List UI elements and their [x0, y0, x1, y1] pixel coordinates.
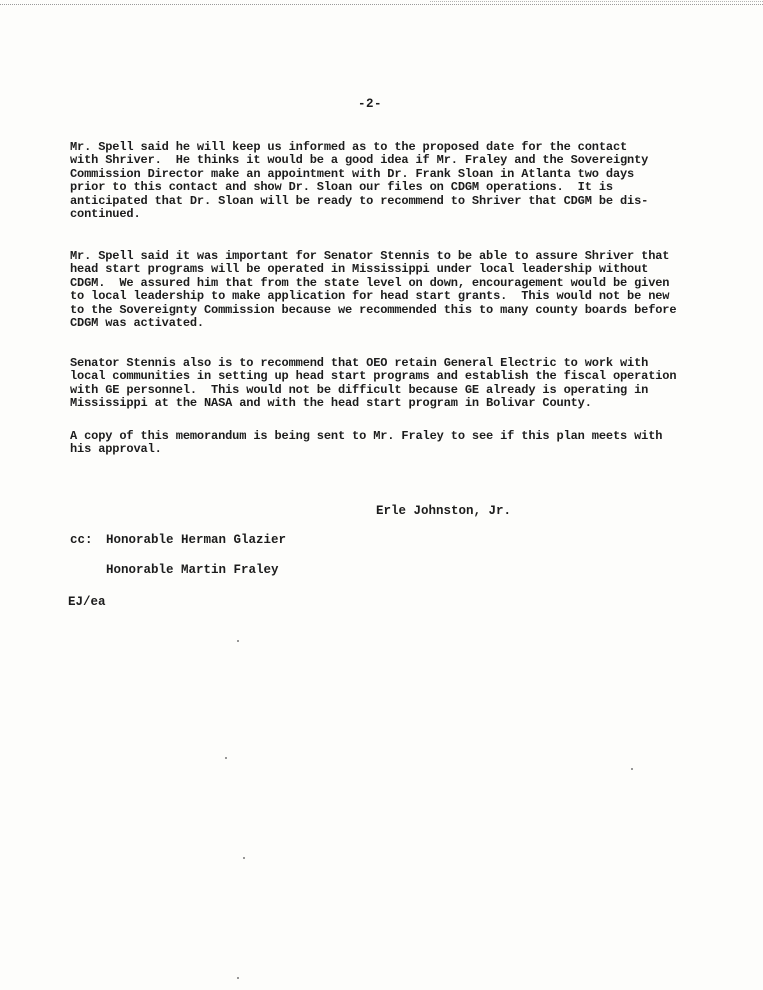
scan-speck [237, 640, 239, 642]
paragraph-general-electric: Senator Stennis also is to recommend that OEO retain General Electric to work with local communities in setting up head start programs and establish the fiscal operation with GE personnel. This would not be difficult because GE already is operating in Mississippi at the NASA and with the head start program in Bolivar County. [70, 356, 677, 411]
top-edge-rule [0, 4, 763, 5]
scan-speck [225, 757, 227, 759]
typist-initials: EJ/ea [68, 595, 106, 609]
cc-label: cc: [70, 533, 93, 547]
scan-speck [237, 977, 239, 979]
top-edge-rule-secondary [430, 1, 763, 2]
paragraph-local-leadership: Mr. Spell said it was important for Senator Stennis to be able to assure Shriver that head start programs will be operated in Mississippi under local leadership without CDGM. We assured him that from the state level on down, encouragement would be given to local leadership to make application for head start grants. This would not be new to the Sovereignty Commission because we recommended this to many county boards before CDGM was activated. [70, 249, 677, 331]
paragraph-memo-copy: A copy of this memorandum is being sent to Mr. Fraley to see if this plan meets with his approval. [70, 429, 663, 457]
paragraph-shriver-contact: Mr. Spell said he will keep us informed as to the proposed date for the contact with Shriver. He thinks it would be a good idea if Mr. Fraley and the Sovereignty Commission Director make an appointment with Dr. Frank Sloan in Atlanta two days prior to this contact and show Dr. Sloan our files on CDGM operations. It is anticipated that Dr. Sloan will be ready to recommend to Shriver that CDGM be dis- continued. [70, 140, 649, 222]
scan-speck [631, 768, 633, 770]
cc-recipient: Honorable Herman Glazier [106, 533, 287, 547]
signature-name: Erle Johnston, Jr. [376, 504, 512, 518]
page-number: -2- [358, 97, 383, 111]
scan-speck [243, 857, 245, 859]
cc-recipient: Honorable Martin Fraley [106, 563, 279, 577]
